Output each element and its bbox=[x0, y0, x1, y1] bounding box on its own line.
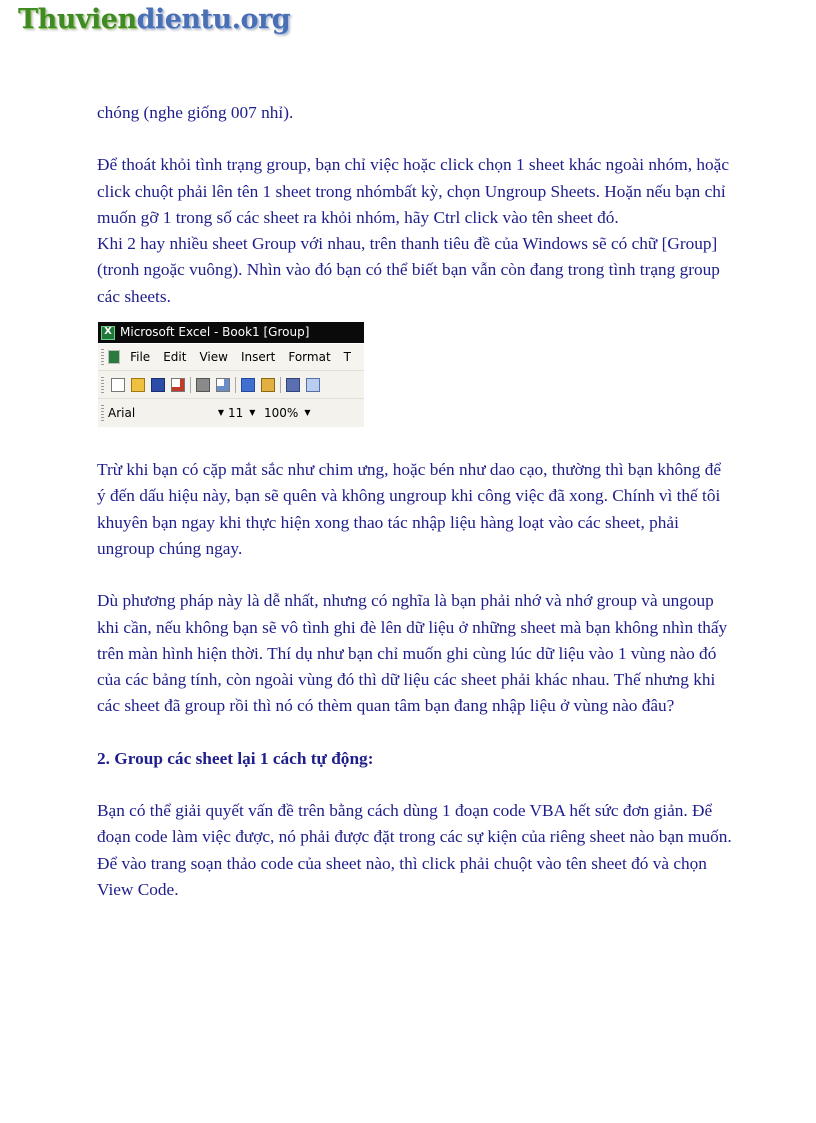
toolbar-separator bbox=[280, 377, 281, 393]
paragraph-4: Trừ khi bạn có cặp mắt sắc như chim ưng, hoặc bén như dao cạo, thường thì bạn không để ý đến dấu hiệu này, bạn sẽ quên và không ungroup khi công việc đã xong. Chính vì thế tôi khuyên bạn ngay khi thực hiện xong thao tác nhập liệu hàng loạt vào các sheet, phải ungroup chúng ngay. bbox=[97, 460, 722, 558]
excel-menu-bar bbox=[98, 344, 364, 371]
paragraph-6: Bạn có thể giải quyết vấn đề trên bằng cách dùng 1 đoạn code VBA hết sức đơn giản. Để đoạn code làm việc được, nó phải được đặt trong các sự kiện của riêng sheet nào bạn muốn. Để vào trang soạn thảo code của sheet nào, thì click phải chuột vào tên sheet đó và chọn View Code. bbox=[97, 801, 732, 899]
menu-format[interactable]: Format bbox=[288, 349, 331, 364]
cut-icon[interactable] bbox=[286, 378, 300, 392]
font-name-select[interactable] bbox=[108, 404, 228, 422]
zoom-value: 100% bbox=[264, 405, 299, 420]
menu-edit[interactable]: Edit bbox=[163, 349, 187, 364]
section-heading: 2. Group các sheet lại 1 cách tự động: bbox=[97, 748, 374, 768]
paragraph-2: Để thoát khỏi tình trạng group, bạn chỉ việc hoặc click chọn 1 sheet khác ngoài nhóm, hoặc click chuột phải lên tên 1 sheet trong nhómbất kỳ, chọn Ungroup Sheets. Hoặn nếu bạn chỉ muốn gỡ 1 trong số các sheet ra khỏi nhóm, hãy Ctrl click vào tên sheet đó. bbox=[97, 155, 730, 227]
save-icon[interactable] bbox=[151, 378, 165, 392]
excel-standard-toolbar bbox=[98, 371, 364, 399]
site-logo bbox=[18, 4, 290, 35]
grip-handle bbox=[101, 377, 104, 393]
menu-tools[interactable]: T bbox=[343, 349, 351, 364]
workbook-icon bbox=[108, 350, 120, 364]
grip-handle bbox=[101, 405, 104, 421]
chevron-down-icon: ▼ bbox=[304, 407, 311, 417]
paragraph-3: Khi 2 hay nhiều sheet Group với nhau, trên thanh tiêu đề của Windows sẽ có chữ [Group] (tronh ngoặc vuông). Nhìn vào đó bạn có thể biết bạn vẫn còn đang trong tình trạng group các sheets. bbox=[97, 234, 720, 306]
menu-insert[interactable]: Insert bbox=[240, 349, 276, 364]
paragraph-1: chóng (nghe giống 007 nhỉ). bbox=[97, 103, 294, 122]
excel-app-icon: X bbox=[101, 326, 115, 340]
excel-window-title: Microsoft Excel - Book1 [Group] bbox=[120, 325, 310, 340]
spelling-icon[interactable] bbox=[241, 378, 255, 392]
paragraph-5: Dù phương pháp này là dễ nhất, nhưng có nghĩa là bạn phải nhớ và nhớ group và ungoup khi cần, nếu không bạn sẽ vô tình ghi đè lên dữ liệu ở những sheet mà bạn không nhìn thấy trên màn hình hiện thời. Thí dụ như bạn chỉ muốn ghi cùng lúc dữ liệu vào 1 vùng nào đó của các bảng tính, còn ngoài vùng đó thì dữ liệu các sheet phải khác nhau. Thế nhưng khi các sheet đã group rồi thì nó có thèm quan tâm bạn đang nhập liệu ở vùng nào đâu? bbox=[97, 591, 728, 716]
zoom-select[interactable] bbox=[264, 404, 324, 422]
print-icon[interactable] bbox=[196, 378, 210, 392]
font-name-value: Arial bbox=[108, 405, 136, 420]
article-body bbox=[97, 100, 732, 903]
chevron-down-icon: ▼ bbox=[249, 407, 256, 417]
toolbar-separator bbox=[190, 377, 191, 393]
research-icon[interactable] bbox=[261, 378, 275, 392]
print-preview-icon[interactable] bbox=[216, 378, 230, 392]
open-icon[interactable] bbox=[131, 378, 145, 392]
font-size-value: 11 bbox=[228, 405, 244, 420]
new-icon[interactable] bbox=[111, 378, 125, 392]
chevron-down-icon: ▼ bbox=[217, 407, 224, 417]
menu-view[interactable]: View bbox=[199, 349, 228, 364]
font-size-select[interactable] bbox=[228, 404, 264, 422]
permission-icon[interactable] bbox=[171, 378, 185, 392]
excel-screenshot bbox=[98, 322, 364, 430]
toolbar-separator bbox=[235, 377, 236, 393]
excel-title-bar bbox=[98, 322, 364, 343]
copy-icon[interactable] bbox=[306, 378, 320, 392]
logo-part-2: dientu.org bbox=[136, 4, 291, 35]
menu-file[interactable]: File bbox=[130, 349, 151, 364]
grip-handle bbox=[101, 349, 104, 365]
logo-part-1: Thuvien bbox=[18, 4, 137, 35]
excel-formatting-toolbar bbox=[98, 399, 364, 427]
